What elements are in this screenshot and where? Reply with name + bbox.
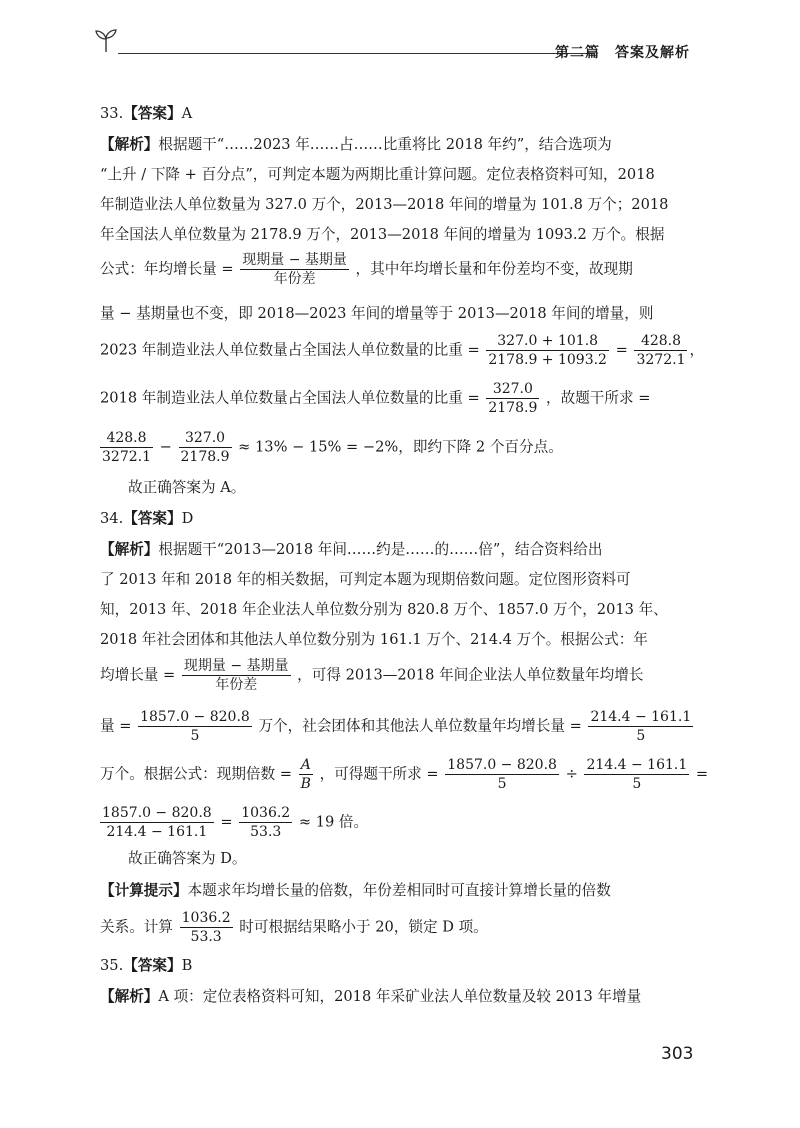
fraction: $\frac{1857.0 - 820.8}{5}$ — [447, 757, 557, 792]
q34-line-1: 【解析】根据题干“2013—2018 年间……约是……的……倍”，结合资料给出 — [100, 541, 603, 558]
q35-answer-line: 35.【答案】B — [100, 957, 193, 974]
q34-answer-line: 34.【答案】D — [100, 510, 194, 527]
fraction: $\frac{327.0}{2178.9}$ — [180, 430, 230, 465]
header-rule — [118, 53, 594, 54]
q33-line-1: 【解析】根据题干“……2023 年……占……比重将比 2018 年约”，结合选项为 — [100, 136, 612, 153]
page-number: 303 — [661, 1044, 694, 1064]
formula-fraction: $\frac{\text{现期量 − 基期量}}{\text{年份差}}$ — [183, 658, 289, 693]
fraction: $\frac{1036.2}{53.3}$ — [181, 910, 231, 945]
q35-line-1: 【解析】A 项：定位表格资料可知，2018 年采矿业法人单位数量及较 2013 年增量 — [100, 988, 642, 1005]
q33-line-8: 2018 年制造业法人单位数量占全国法人单位数量的比重 = $\frac{327.0}{2178.9}$ ，故题干所求 = — [100, 381, 651, 416]
q34-line-5: 均增长量 = $\frac{\text{现期量 − 基期量}}{\text{年份差}}$ ，可得 2013—2018 年间企业法人单位数量年均增长 — [100, 658, 644, 693]
fraction: $\frac{A}{B}$ — [300, 757, 311, 792]
q33-line-5: 公式：年均增长量 = $\frac{\text{现期量 − 基期量}}{\text{年份差}}$ ，其中年均增长量和年份差均不变，故现期 — [100, 252, 633, 287]
fraction: $\frac{1036.2}{53.3}$ — [241, 805, 291, 840]
q34-line-6: 量 = $\frac{1857.0 - 820.8}{5}$ 万个，社会团体和其他法人单位数量年均增长量 = $\frac{214.4 - 161.1}{5}$ — [100, 709, 692, 744]
q33-line-2: “上升 / 下降 + 百分点”，可判定本题为两期比重计算问题。定位表格资料可知，2018 — [100, 166, 655, 183]
fraction: $\frac{428.8}{3272.1}$ — [102, 430, 151, 465]
header-title: 第二篇 答案及解析 — [555, 45, 690, 61]
q33-line-9: $\frac{428.8}{3272.1}$ − $\frac{327.0}{2178.9}$ ≈ 13% − 15% = −2%，即约下降 2 个百分点。 — [102, 430, 563, 465]
fraction: $\frac{1857.0 - 820.8}{214.4 - 161.1}$ — [102, 805, 212, 840]
fraction: $\frac{1857.0 - 820.8}{5}$ — [140, 709, 250, 744]
q34-line-3: 知，2013 年、2018 年企业法人单位数分别为 820.8 万个、1857.0 万个，2013 年、 — [100, 601, 668, 618]
q34-line-2: 了 2013 年和 2018 年的相关数据，可判定本题为现期倍数问题。定位图形资料可 — [100, 571, 631, 588]
fraction: $\frac{327.0}{2178.9}$ — [488, 381, 538, 416]
q33-line-4: 年全国法人单位数量为 2178.9 万个，2013—2018 年间的增量为 1093.2 万个。根据 — [100, 226, 665, 243]
q34-tip-line-1: 【计算提示】本题求年均增长量的倍数，年份差相同时可直接计算增长量的倍数 — [100, 882, 611, 899]
fraction: $\frac{214.4 - 161.1}{5}$ — [586, 757, 688, 792]
q33-line-7: 2023 年制造业法人单位数量占全国法人单位数量的比重 = $\frac{327.0 + 101.8}{2178.9 + 1093.2}$ = $\frac{428.8}{3272.1}$ ， — [100, 333, 705, 368]
q34-tip-line-2: 关系。计算 $\frac{1036.2}{53.3}$ 时可根据结果略小于 20，锁定 D 项。 — [100, 910, 488, 945]
q33-line-6: 量 − 基期量也不变，即 2018—2023 年间的增量等于 2013—2018 年间的增量，则 — [100, 305, 654, 322]
q33-line-3: 年制造业法人单位数量为 327.0 万个，2013—2018 年间的增量为 101.8 万个；2018 — [100, 196, 669, 213]
q33-final: 故正确答案为 A。 — [128, 479, 246, 496]
formula-fraction: $\frac{\text{现期量 − 基期量}}{\text{年份差}}$ — [242, 252, 347, 287]
fraction: $\frac{327.0 + 101.8}{2178.9 + 1093.2}$ — [488, 333, 607, 368]
q34-final: 故正确答案为 D。 — [128, 850, 247, 867]
q33-answer-line: 33.【答案】A — [100, 105, 193, 122]
fraction: $\frac{428.8}{3272.1}$ — [636, 333, 686, 368]
q34-line-7: 万个。根据公式：现期倍数 = $\frac{A}{B}$ ，可得题干所求 = $\frac{1857.0 - 820.8}{5}$ ÷ $\frac{214.4 - 161.1}{5}$ = — [100, 757, 709, 792]
q34-line-4: 2018 年社会团体和其他法人单位数分别为 161.1 万个、214.4 万个。根据公式：年 — [100, 631, 648, 648]
q34-line-8: $\frac{1857.0 - 820.8}{214.4 - 161.1}$ = $\frac{1036.2}{53.3}$ ≈ 19 倍。 — [102, 805, 369, 840]
sprout-icon — [92, 26, 120, 54]
fraction: $\frac{214.4 - 161.1}{5}$ — [590, 709, 692, 744]
